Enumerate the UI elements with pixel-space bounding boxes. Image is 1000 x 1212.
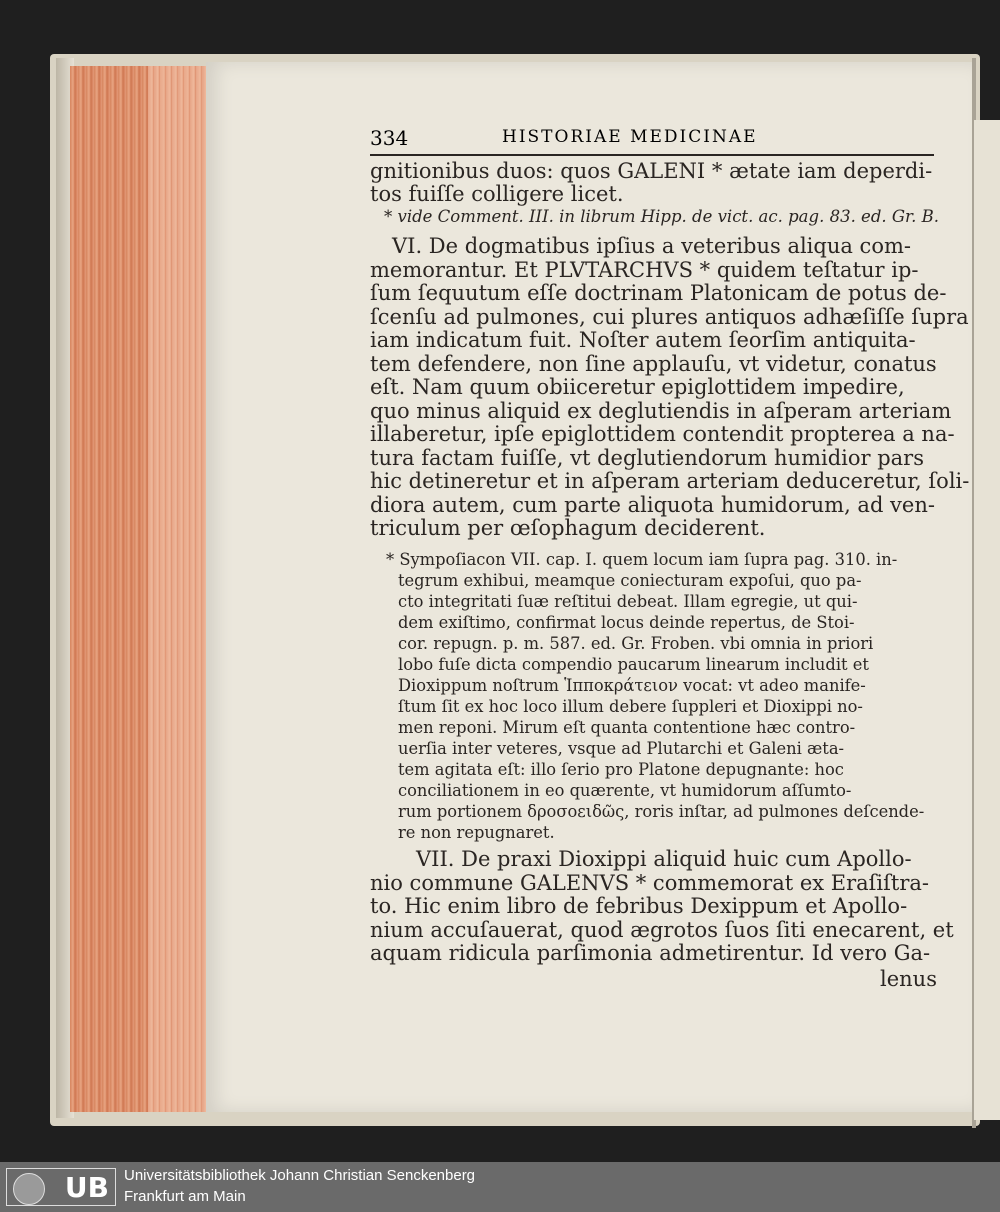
text-line: to. Hic enim libro de febribus Dexippum et Apollo- — [370, 894, 908, 918]
text-line: nium accuſauerat, quod ægrotos ſuos ſiti enecarent, et — [370, 918, 954, 942]
logo-text: UB — [64, 1170, 109, 1204]
footnote-line: rum portionem δροσοειδῶς, roris inſtar, ad pulmones deſcende- — [398, 802, 925, 821]
text-line: hic detineretur et in aſperam arteriam deduceretur, ſoli- — [370, 469, 970, 493]
page-header — [370, 126, 934, 156]
running-head: HISTORIAE MEDICINAE — [502, 127, 758, 147]
portrait-icon — [13, 1173, 45, 1205]
text-line: diora autem, cum parte aliquota humidorum, ad ven- — [370, 493, 935, 517]
footnote-line: men reponi. Mirum eſt quanta contentione hæc contro- — [398, 718, 856, 737]
footnote-line: lobo fuſe dicta compendio paucarum linearum includit et — [398, 655, 869, 674]
text-line: iam indicatum fuit. Noſter autem ſeorſim antiquita- — [370, 328, 916, 352]
text-line: ſum ſequutum eſſe doctrinam Platonicam de potus de- — [370, 281, 947, 305]
text-line: VII. De praxi Dioxippi aliquid huic cum Apollo- — [416, 847, 912, 871]
text-line: illaberetur, ipſe epiglottidem contendit propterea a na- — [370, 422, 955, 446]
footnote-line: * Sympoſiacon VII. cap. I. quem locum iam ſupra pag. 310. in- — [386, 550, 898, 569]
library-footer — [0, 1162, 1000, 1212]
footnote-line: re non repugnaret. — [398, 823, 555, 842]
text-line: aquam ridicula parſimonia admetirentur. Id vero Ga- — [370, 941, 931, 965]
footnote-line: conciliationem in eo quærente, vt humidorum aſſumto- — [398, 781, 852, 800]
page-number: 334 — [370, 126, 409, 150]
text-line: tem defendere, non ſine applauſu, vt videtur, conatus — [370, 352, 937, 376]
institution-city: Frankfurt am Main — [124, 1188, 246, 1205]
footnote-line: dem exiſtimo, confirmat locus deinde repertus, de Stoi- — [398, 613, 855, 632]
catchword: lenus — [880, 967, 937, 991]
text-line: memorantur. Et PLVTARCHVS * quidem teſtatur ip- — [370, 258, 919, 282]
text-line: gnitionibus duos: quos GALENI * ætate iam deperdi- — [370, 159, 933, 183]
text-line: ſcenſu ad pulmones, cui plures antiquos adhæſiſſe ſupra — [370, 305, 969, 329]
text-line: tos fuiſſe colligere licet. — [370, 182, 624, 206]
text-line: quo minus aliquid ex deglutiendis in aſperam arteriam — [370, 399, 952, 423]
footnote-line: tem agitata eſt: illo ſerio pro Platone depugnante: hoc — [398, 760, 844, 779]
library-logo[interactable] — [6, 1168, 116, 1206]
text-line: nio commune GALENVS * commemorat ex Eraſiſtra- — [370, 871, 930, 895]
institution-name: Universitätsbibliothek Johann Christian Senckenberg — [124, 1167, 476, 1184]
footnote-line: Dioxippum noſtrum Ἱπποκράτειον vocat: vt adeo manife- — [398, 676, 866, 695]
footnote-line: cor. repugn. p. m. 587. ed. Gr. Froben. vbi omnia in priori — [398, 634, 874, 653]
footnote-line: tegrum exhibui, meamque coniecturam expoſui, quo pa- — [398, 571, 862, 590]
footnote-1: * vide Comment. III. in librum Hipp. de vict. ac. pag. 83. ed. Gr. B. — [384, 207, 939, 226]
footnote-line: ſtum ſit ex hoc loco illum debere ſuppleri et Dioxippi no- — [398, 697, 863, 716]
page-edges-inner — [148, 66, 206, 1112]
facing-page-sliver — [974, 120, 1000, 1120]
text-line: tura factam fuiſſe, vt deglutiendorum humidior pars — [370, 446, 924, 470]
text-line: VI. De dogmatibus ipſius a veteribus aliqua com- — [392, 234, 911, 258]
text-line: eſt. Nam quum obiiceretur epiglottidem impedire, — [370, 375, 905, 399]
footnote-line: uerſia inter veteres, vsque ad Plutarchi et Galeni æta- — [398, 739, 845, 758]
footnote-line: cto integritati ſuæ reſtitui debeat. Illam egregie, ut qui- — [398, 592, 858, 611]
text-line: triculum per œſophagum deciderent. — [370, 516, 766, 540]
